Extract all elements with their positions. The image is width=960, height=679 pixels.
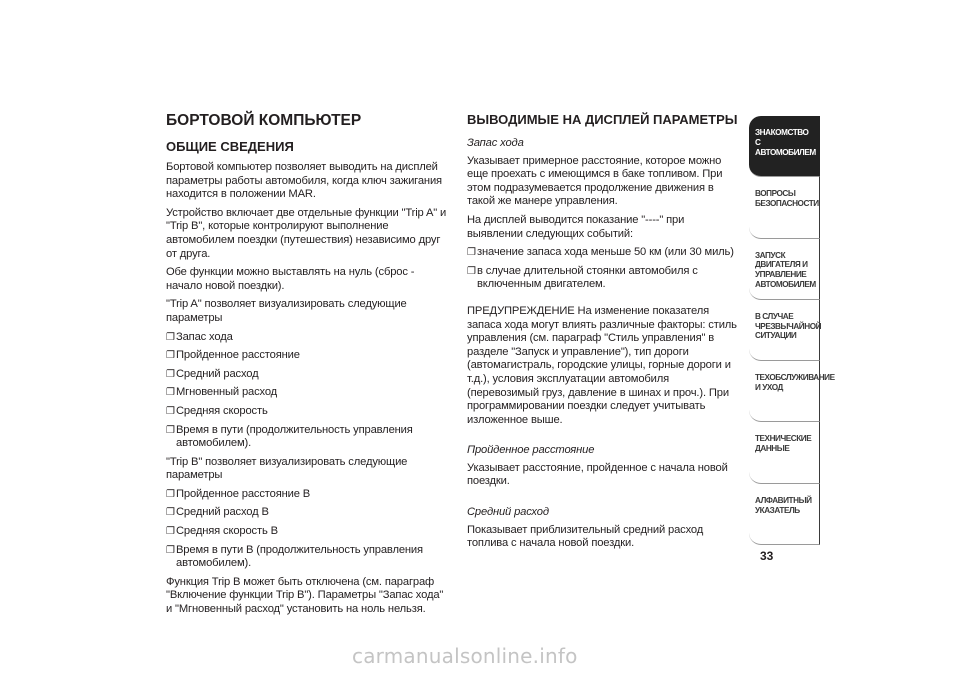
paragraph-functions: Устройство включает две отдельные функции "Trip A" и "Trip B", которые контролируют выполнение автомобилем поездки (путешествия) независимо друг от друга. (166, 206, 447, 260)
list-item: ❐ Мгновенный расход (166, 386, 278, 399)
checkbox-bullet-icon: ❐ (166, 350, 175, 362)
list-item: ❐ Пройденное расстояние (166, 349, 300, 362)
paragraph-trip-b-note: Функция Trip B может быть отключена (см. параграф "Включение функции Trip B"). Параметры "Запас хода" и "Мгновенный расход" установить на ноль нельзя. (166, 575, 444, 616)
list-item: ❐ в случае длительной стоянки автомобиля с включенным двигателем. (467, 264, 698, 291)
checkbox-bullet-icon: ❐ (467, 265, 476, 277)
checkbox-bullet-icon: ❐ (467, 247, 476, 259)
checkbox-bullet-icon: ❐ (166, 507, 175, 519)
paragraph-range: Указывает примерное расстояние, которое можно еще проехать с имеющимся в баке топливом. При этом подразумевается продолжение движения в такой же манере управления. (467, 154, 723, 208)
tab-starting-driving[interactable]: ЗАПУСК ДВИГАТЕЛЯ И УПРАВЛЕНИЕ АВТОМОБИЛЕМ (749, 239, 820, 300)
list-item: ❐ Средний расход (166, 367, 259, 380)
checkbox-bullet-icon: ❐ (166, 526, 175, 538)
subheading-distance: Пройденное расстояние (467, 444, 595, 457)
checkbox-bullet-icon: ❐ (166, 544, 175, 556)
right-column (467, 112, 742, 556)
list-item: ❐ Средняя скорость (166, 404, 268, 417)
list-item: ❐ Время в пути (продолжительность управления автомобилем). (166, 423, 413, 450)
checkbox-bullet-icon: ❐ (166, 331, 175, 343)
page-title: БОРТОВОЙ КОМПЬЮТЕР (166, 112, 362, 129)
tab-safety[interactable]: ВОПРОСЫ БЕЗОПАСНОСТИ (749, 177, 820, 238)
trip-b-intro: "Trip B" позволяет визуализировать следующие параметры (166, 455, 408, 482)
paragraph-distance: Указывает расстояние, пройденное с начала новой поездки. (467, 461, 728, 488)
subheading-range: Запас хода (467, 137, 524, 149)
watermark: carmanualsonline.info (352, 644, 578, 668)
trip-a-intro: "Trip A" позволяет визуализировать следующие параметры (166, 298, 407, 324)
subheading-consumption: Средний расход (467, 506, 549, 519)
tab-index[interactable]: АЛФАВИТНЫЙ УКАЗАТЕЛЬ (749, 484, 820, 545)
section-heading-parameters: ВЫВОДИМЫЕ НА ДИСПЛЕЙ ПАРАМЕТРЫ (467, 112, 738, 127)
checkbox-bullet-icon: ❐ (166, 387, 175, 399)
left-column (166, 112, 448, 622)
list-item: ❐ Пройденное расстояние B (166, 487, 311, 500)
chapter-tabs (749, 116, 835, 545)
tab-emergency[interactable]: В СЛУЧАЕ ЧРЕЗВЫЧАЙНОЙ СИТУАЦИИ (749, 300, 820, 361)
paragraph-consumption: Показывает приблизительный средний расход топлива с начала новой поездки. (467, 523, 704, 550)
list-item: ❐ Средний расход B (166, 506, 269, 519)
checkbox-bullet-icon: ❐ (166, 488, 175, 500)
paragraph-reset: Обе функции можно выставлять на нуль (сброс - начало новой поездки). (166, 266, 415, 292)
checkbox-bullet-icon: ❐ (166, 424, 175, 436)
list-item: ❐ значение запаса хода меньше 50 км (или 30 миль) (467, 246, 734, 259)
tab-vehicle-familiarization[interactable]: ЗНАКОМСТВО С АВТОМОБИЛЕМ (749, 116, 820, 177)
list-item: ❐ Средняя скорость B (166, 525, 278, 538)
list-item: ❐ Время в пути B (продолжительность управления автомобилем). (166, 543, 423, 570)
paragraph-range-display: На дисплей выводится показание "----" при выявлении следующих событий: (467, 213, 685, 240)
paragraph-intro: Бортовой компьютер позволяет выводить на дисплей параметры работы автомобиля, когда ключ зажигания находится в положении MAR. (166, 161, 442, 201)
checkbox-bullet-icon: ❐ (166, 368, 175, 380)
tab-maintenance[interactable]: ТЕХОБСЛУЖИВАНИЕ И УХОД (749, 361, 820, 422)
tab-technical-data[interactable]: ТЕХНИЧЕСКИЕ ДАННЫЕ (749, 422, 820, 483)
checkbox-bullet-icon: ❐ (166, 405, 175, 417)
section-heading-general: ОБЩИЕ СВЕДЕНИЯ (166, 139, 294, 154)
page-number: 33 (760, 549, 774, 563)
paragraph-warning: ПРЕДУПРЕЖДЕНИЕ На изменение показателя запаса хода могут влиять различные факторы: стиль управления (см. параграф "Стиль управления" в разделе "Запуск и управление"), тип дороги (автомагистраль, городские улицы, горные дороги и т.д.), условия эксплуатации автомобиля (перевозимый груз, давление в шинах и проч.). При программировании поездки следует учитывать изложенное выше. (467, 304, 737, 426)
list-item: ❐ Запас хода (166, 330, 233, 343)
